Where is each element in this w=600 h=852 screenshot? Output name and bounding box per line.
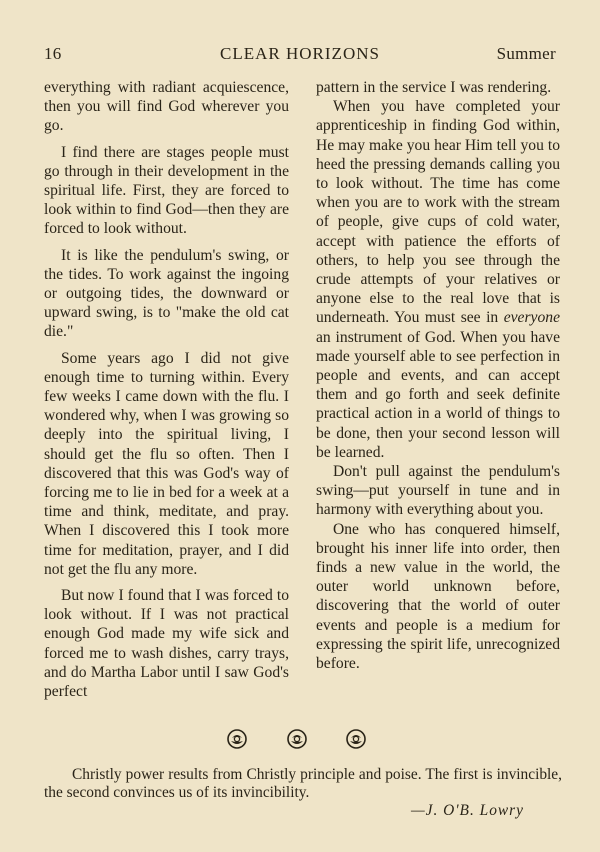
- rose-ornament-icon: [226, 728, 248, 750]
- section-divider: [0, 728, 600, 750]
- paragraph: Some years ago I did not give enough time to turning within. Every few weeks I came down with the flu. I wondered why, when I was growing so deeply into the spiritual living, I should get the flu so often. Then I discovered that this was God's way of forcing me to lie in bed for a week at a time and think, meditate, and pray. When I discovered this I took more time for meditation, prayer, and I did not get the flu any more.: [44, 349, 289, 578]
- page-number: 16: [44, 44, 62, 63]
- closing-quote: [44, 766, 562, 802]
- right-column: [316, 78, 560, 673]
- paragraph: One who has conquered himself, brought his inner life into order, then finds a new value in the world, the outer world unknown before, discovering that the world of outer events and people is a medium for expressing the spirit life, unrecognized before.: [316, 520, 560, 673]
- paragraph: It is like the pendulum's swing, or the tides. To work against the ingoing or outgoing tides, the downward or upward swing, is to "make the old cat die.": [44, 246, 289, 341]
- paragraph: Don't pull against the pendulum's swing—put yourself in tune and in harmony with everything about you.: [316, 463, 560, 519]
- left-column: [44, 78, 289, 708]
- quote-attribution: —J. O'B. Lowry: [410, 802, 524, 819]
- paragraph: pattern in the service I was rendering.: [316, 79, 552, 96]
- paragraph: But now I found that I was forced to look without. If I was not practical enough God made my wife sick and forced me to wash dishes, carry trays, and do Martha Labor until I saw God's perfect: [44, 587, 289, 701]
- article-body: [44, 78, 560, 718]
- rose-ornament-icon: [345, 728, 367, 750]
- issue-season: Summer: [496, 44, 556, 63]
- paragraph: I find there are stages people must go through in their development in the spiritual life. First, they are forced to look within to find God—then they are forced to look without.: [44, 143, 289, 238]
- page-header: [44, 44, 556, 66]
- publication-title: CLEAR HORIZONS: [220, 44, 380, 63]
- paragraph: everything with radiant acquiescence, then you will find God wherever you go.: [44, 79, 289, 135]
- paragraph-text: an instrument of God. When you have made yourself able to see perfection in people and events, and can accept them and go forth and seek definite practical action in a world of things to be done, then your second lesson will be learned.: [316, 328, 560, 461]
- rose-ornament-icon: [286, 728, 308, 750]
- quote-text: Christly power results from Christly principle and poise. The first is invincible, the second convinces us of its invincibility.: [44, 766, 562, 801]
- emphasized-word: everyone: [503, 309, 560, 327]
- paragraph-text: When you have completed your apprenticeship in finding God within, He may make you hear Him tell you to heed the pressing demands calling you to look without. The time has come when you are to work with the stream of people, give cups of cold water, accept with patience the efforts of others, to help you see through the crude attempts of your relatives or anyone else to the real love that is underneath. You must see in: [316, 98, 560, 327]
- paragraph: [316, 97, 560, 462]
